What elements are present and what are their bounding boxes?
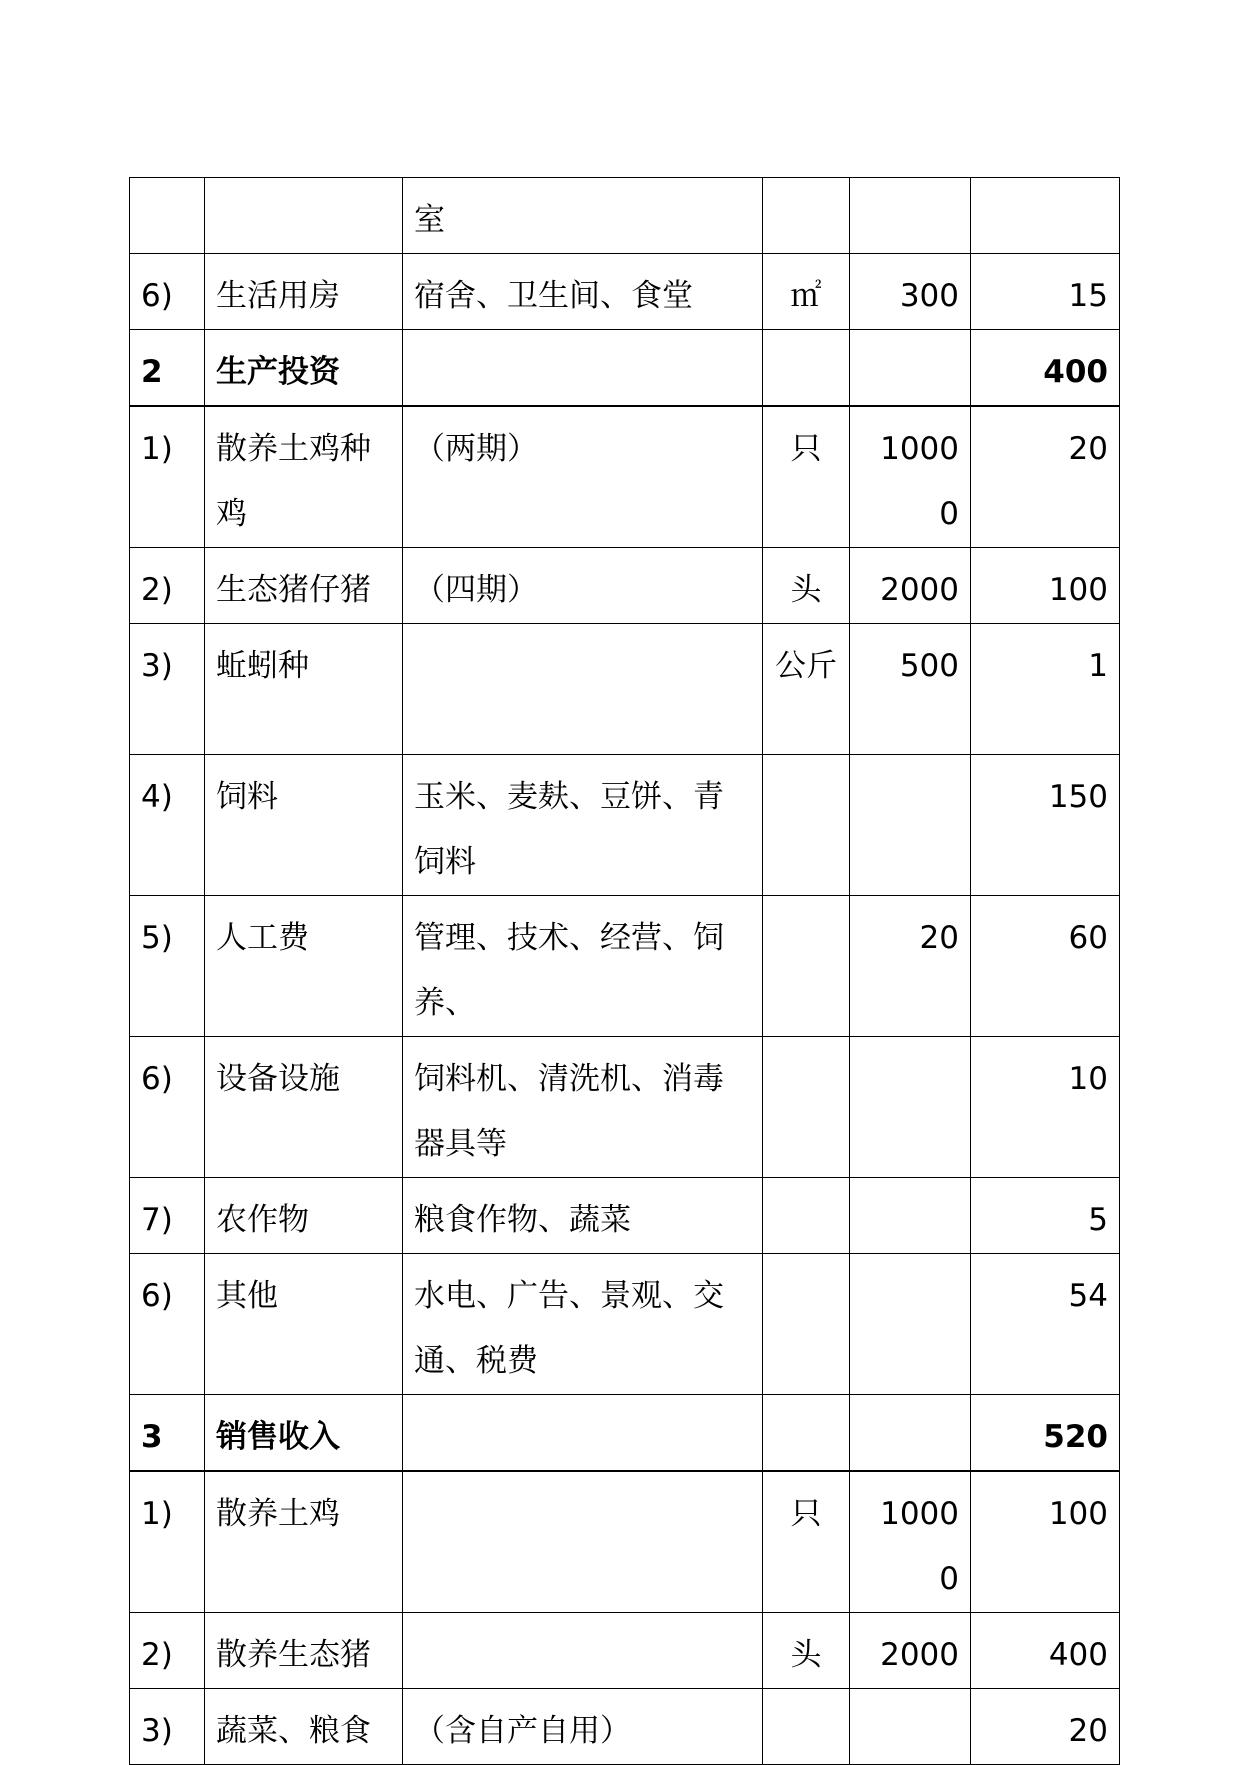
description-cell: （四期） <box>403 548 763 624</box>
table-row <box>130 1471 1120 1613</box>
description-cell <box>403 330 763 407</box>
quantity-cell <box>850 1689 971 1765</box>
description-cell <box>403 1471 763 1613</box>
quantity-cell <box>850 1037 971 1178</box>
quantity-cell: 10000 <box>850 406 971 548</box>
table-row <box>130 896 1120 1037</box>
table-row <box>130 1613 1120 1689</box>
quantity-cell <box>850 1178 971 1254</box>
description-cell <box>403 1395 763 1472</box>
unit-cell <box>763 1254 850 1395</box>
amount-cell: 5 <box>971 1178 1120 1254</box>
description-cell <box>403 624 763 755</box>
item-name-cell: 生活用房 <box>205 254 403 330</box>
amount-cell: 60 <box>971 896 1120 1037</box>
unit-cell <box>763 896 850 1037</box>
description-cell: 玉米、麦麸、豆饼、青饲料 <box>403 755 763 896</box>
item-name-cell: 生态猪仔猪 <box>205 548 403 624</box>
item-name-cell: 其他 <box>205 1254 403 1395</box>
item-name-cell: 散养土鸡种鸡 <box>205 406 403 548</box>
amount-cell: 400 <box>971 1613 1120 1689</box>
amount-cell: 1 <box>971 624 1120 755</box>
unit-cell <box>763 1689 850 1765</box>
table-row <box>130 1037 1120 1178</box>
amount-cell: 520 <box>971 1395 1120 1472</box>
row-index-cell: 3) <box>130 624 205 755</box>
unit-cell: 只 <box>763 406 850 548</box>
amount-cell: 100 <box>971 548 1120 624</box>
quantity-cell: 2000 <box>850 548 971 624</box>
table-row <box>130 1178 1120 1254</box>
item-name-cell: 农作物 <box>205 1178 403 1254</box>
unit-cell <box>763 330 850 407</box>
quantity-cell: 10000 <box>850 1471 971 1613</box>
row-index-cell: 6) <box>130 1037 205 1178</box>
row-index-cell: 6) <box>130 254 205 330</box>
item-name-cell: 设备设施 <box>205 1037 403 1178</box>
item-name-cell: 人工费 <box>205 896 403 1037</box>
quantity-cell <box>850 330 971 407</box>
quantity-cell <box>850 1395 971 1472</box>
unit-cell: ㎡ <box>763 254 850 330</box>
item-name-cell: 蚯蚓种 <box>205 624 403 755</box>
description-cell: 水电、广告、景观、交通、税费 <box>403 1254 763 1395</box>
amount-cell: 400 <box>971 330 1120 407</box>
unit-cell <box>763 1178 850 1254</box>
description-cell <box>403 1613 763 1689</box>
unit-cell: 头 <box>763 548 850 624</box>
item-name-cell: 生产投资 <box>205 330 403 407</box>
row-index-cell: 6) <box>130 1254 205 1395</box>
amount-cell: 20 <box>971 1689 1120 1765</box>
row-index-cell: 5) <box>130 896 205 1037</box>
unit-cell: 公斤 <box>763 624 850 755</box>
description-cell: 室 <box>403 178 763 254</box>
row-index-cell: 2) <box>130 548 205 624</box>
description-cell: 管理、技术、经营、饲养、 <box>403 896 763 1037</box>
amount-cell: 54 <box>971 1254 1120 1395</box>
quantity-cell: 2000 <box>850 1613 971 1689</box>
row-index-cell: 1) <box>130 406 205 548</box>
table-row <box>130 178 1120 254</box>
row-index-cell: 7) <box>130 1178 205 1254</box>
table-row <box>130 1689 1120 1765</box>
unit-cell <box>763 755 850 896</box>
quantity-cell: 300 <box>850 254 971 330</box>
table-row <box>130 1395 1120 1472</box>
quantity-cell <box>850 1254 971 1395</box>
amount-cell: 20 <box>971 406 1120 548</box>
table-row <box>130 624 1120 755</box>
amount-cell: 15 <box>971 254 1120 330</box>
quantity-cell: 20 <box>850 896 971 1037</box>
item-name-cell: 散养土鸡 <box>205 1471 403 1613</box>
unit-cell <box>763 178 850 254</box>
description-cell: 宿舍、卫生间、食堂 <box>403 254 763 330</box>
unit-cell <box>763 1395 850 1472</box>
unit-cell <box>763 1037 850 1178</box>
amount-cell: 10 <box>971 1037 1120 1178</box>
row-index-cell: 2 <box>130 330 205 407</box>
row-index-cell: 1) <box>130 1471 205 1613</box>
description-cell: （两期） <box>403 406 763 548</box>
quantity-cell <box>850 178 971 254</box>
table-row <box>130 755 1120 896</box>
item-name-cell: 销售收入 <box>205 1395 403 1472</box>
description-cell: 饲料机、清洗机、消毒器具等 <box>403 1037 763 1178</box>
row-index-cell: 3 <box>130 1395 205 1472</box>
item-name-cell: 蔬菜、粮食 <box>205 1689 403 1765</box>
unit-cell: 只 <box>763 1471 850 1613</box>
amount-cell <box>971 178 1120 254</box>
row-index-cell: 3) <box>130 1689 205 1765</box>
table-row <box>130 254 1120 330</box>
row-index-cell <box>130 178 205 254</box>
table-row <box>130 406 1120 548</box>
quantity-cell <box>850 755 971 896</box>
table-row <box>130 330 1120 407</box>
item-name-cell: 饲料 <box>205 755 403 896</box>
item-name-cell <box>205 178 403 254</box>
row-index-cell: 4) <box>130 755 205 896</box>
unit-cell: 头 <box>763 1613 850 1689</box>
table-row <box>130 548 1120 624</box>
table-row <box>130 1254 1120 1395</box>
item-name-cell: 散养生态猪 <box>205 1613 403 1689</box>
quantity-cell: 500 <box>850 624 971 755</box>
description-cell: （含自产自用） <box>403 1689 763 1765</box>
table-body <box>130 178 1120 1765</box>
amount-cell: 150 <box>971 755 1120 896</box>
row-index-cell: 2) <box>130 1613 205 1689</box>
amount-cell: 100 <box>971 1471 1120 1613</box>
budget-table <box>129 177 1120 1765</box>
description-cell: 粮食作物、蔬菜 <box>403 1178 763 1254</box>
